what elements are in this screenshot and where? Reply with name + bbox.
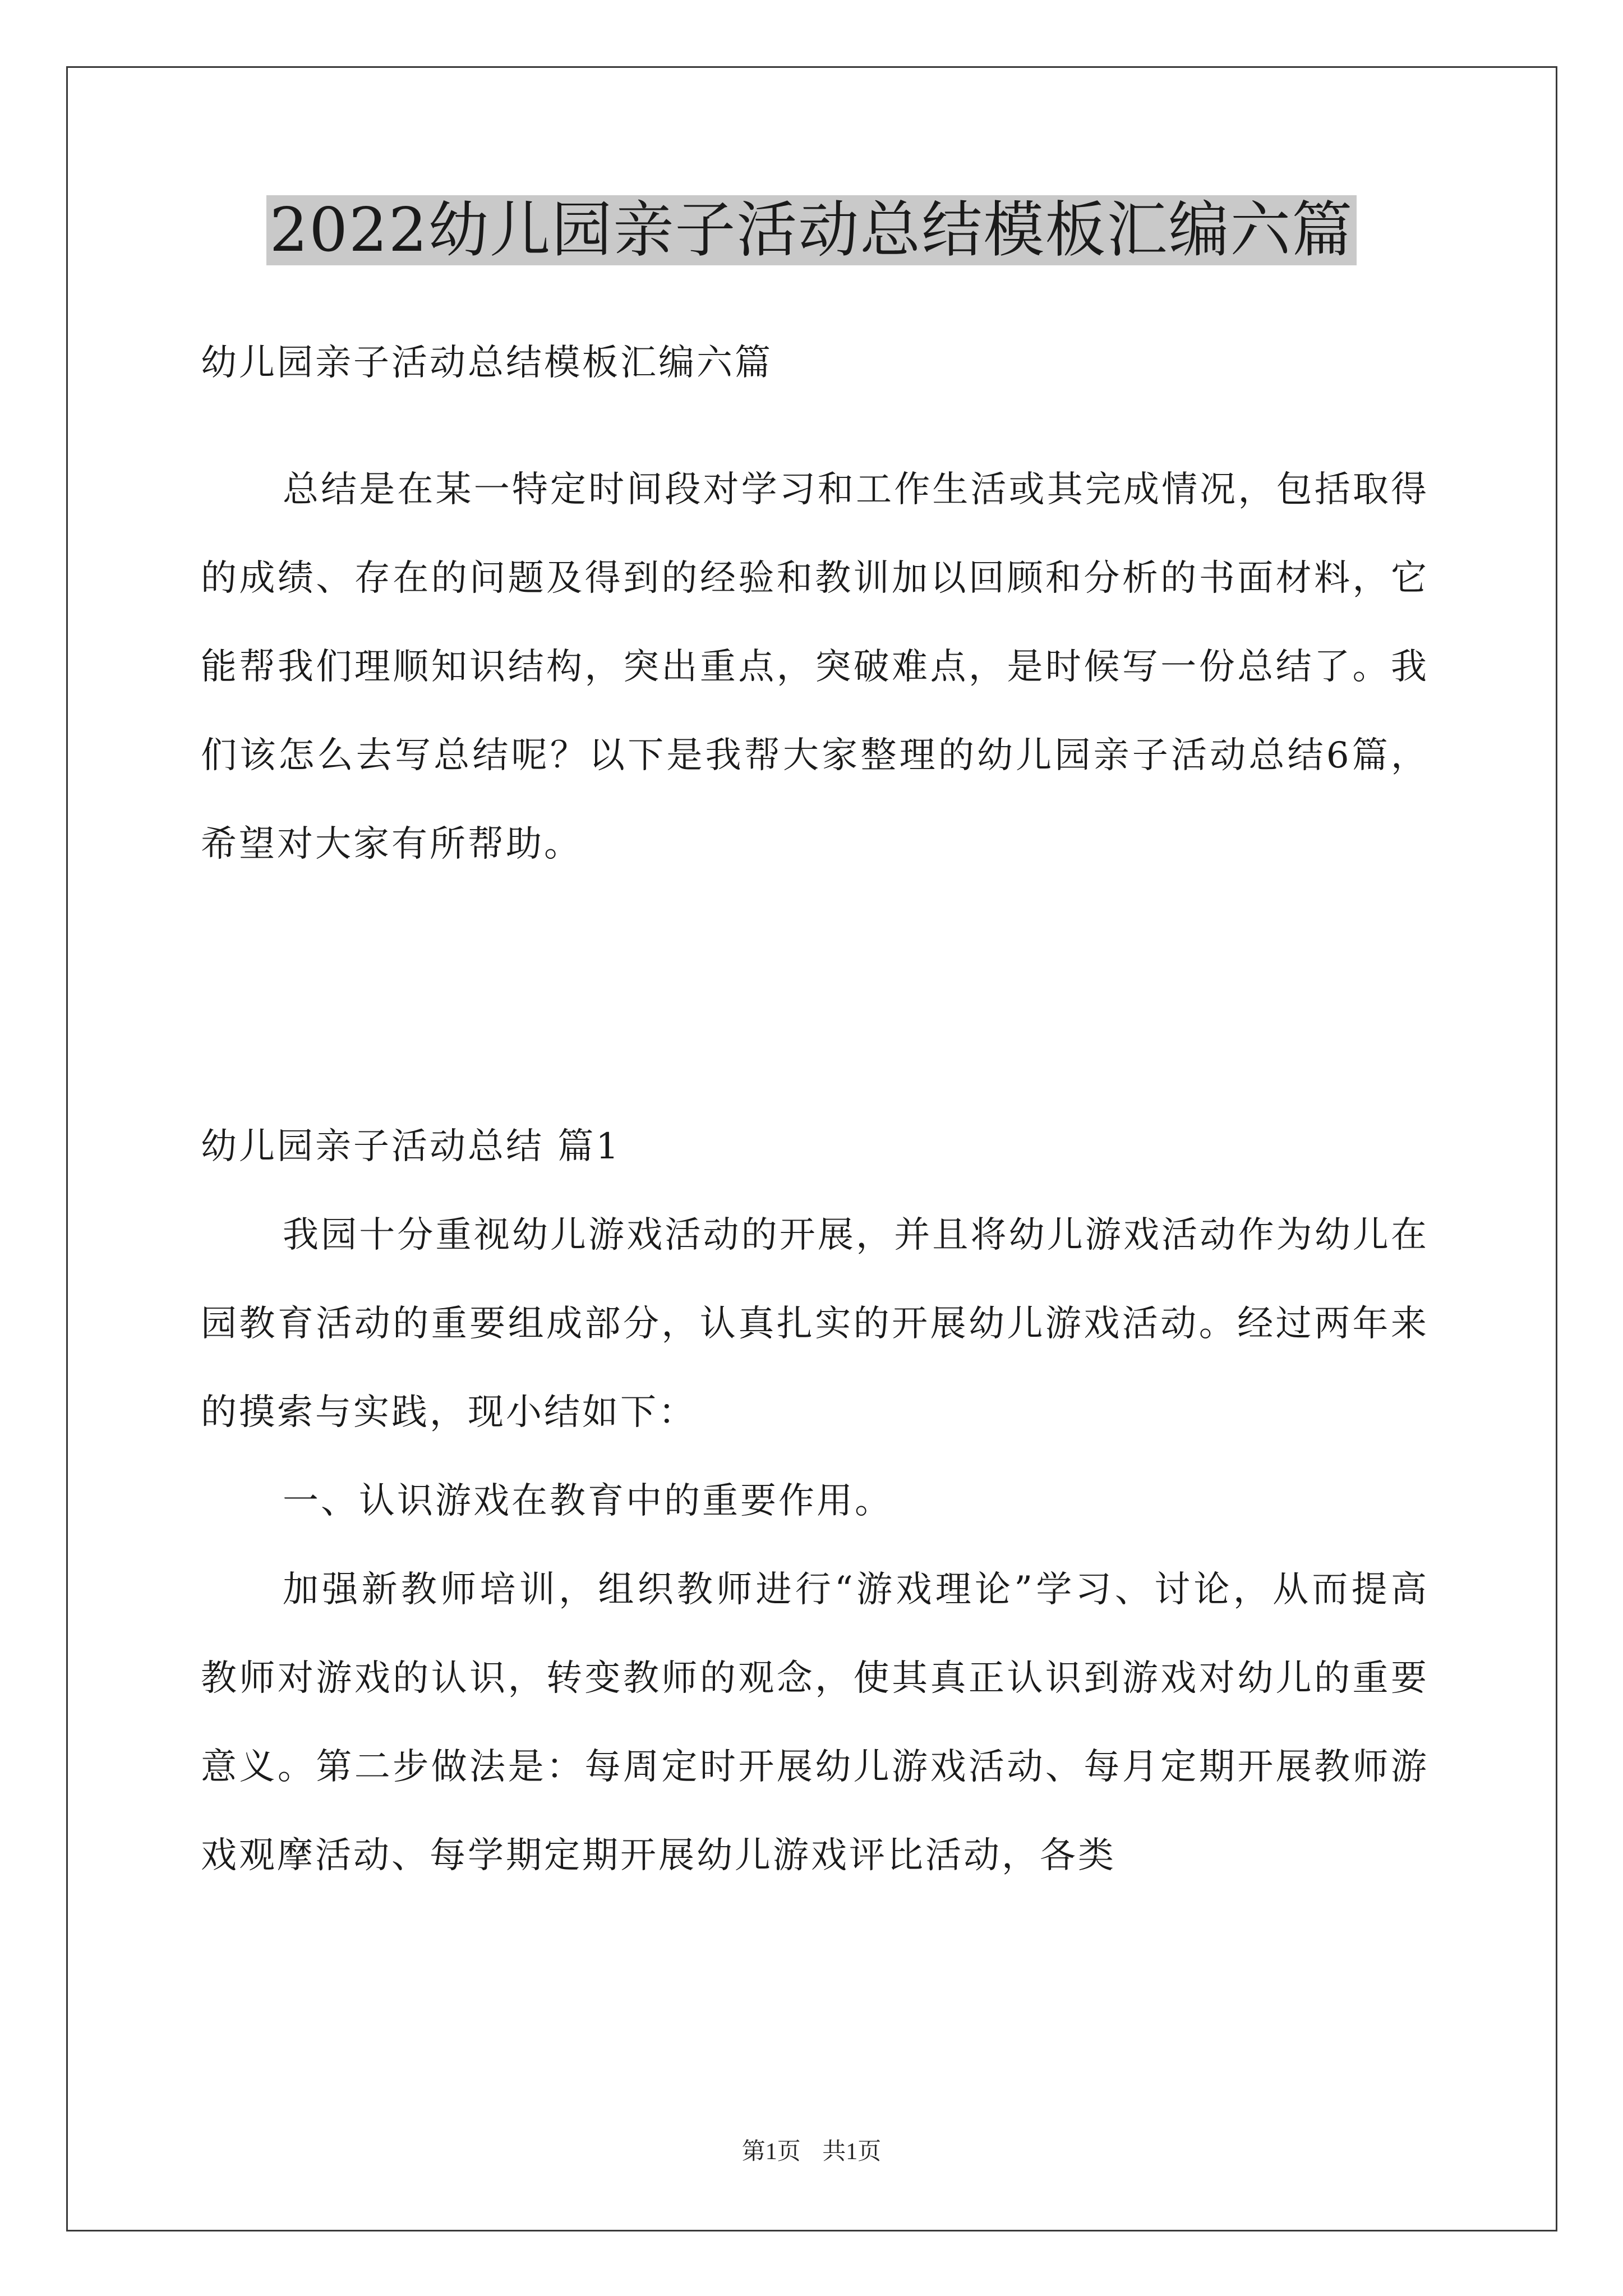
document-title bbox=[0, 194, 1623, 267]
page-number: 第1页 bbox=[741, 2139, 801, 2165]
document-subtitle: 幼儿园亲子活动总结模板汇编六篇 bbox=[201, 342, 773, 384]
page-footer bbox=[0, 2133, 1623, 2166]
intro-block bbox=[201, 445, 1429, 889]
document-title-text: 2022幼儿园亲子活动总结模板汇编六篇 bbox=[266, 195, 1357, 265]
body-paragraph: 我园十分重视幼儿游戏活动的开展，并且将幼儿游戏活动作为幼儿在园教育活动的重要组成部分，认真扎实的开展幼儿游戏活动。经过两年来的摸索与实践，现小结如下： bbox=[201, 1214, 1429, 1433]
body-paragraph: 加强新教师培训，组织教师进行“游戏理论”学习、讨论，从而提高教师对游戏的认识，转变教师的观念，使其真正认识到游戏对幼儿的重要意义。第二步做法是：每周定时开展幼儿游戏活动、每月定期开展教师游戏观摩活动、每学期定期开展幼儿游戏评比活动，各类 bbox=[201, 1569, 1429, 1876]
section-heading: 幼儿园亲子活动总结 篇1 bbox=[201, 1126, 621, 1167]
body-paragraph: 一、认识游戏在教育中的重要作用。 bbox=[283, 1480, 893, 1522]
page-total: 共1页 bbox=[822, 2139, 882, 2165]
section-block bbox=[201, 1102, 1429, 1900]
intro-paragraph: 总结是在某一特定时间段对学习和工作生活或其完成情况，包括取得的成绩、存在的问题及得到的经验和教训加以回顾和分析的书面材料，它能帮我们理顺知识结构，突出重点，突破难点，是时候写一份总结了。我们该怎么去写总结呢？以下是我帮大家整理的幼儿园亲子活动总结6篇，希望对大家有所帮助。 bbox=[201, 469, 1429, 865]
subtitle-block bbox=[201, 319, 1429, 407]
